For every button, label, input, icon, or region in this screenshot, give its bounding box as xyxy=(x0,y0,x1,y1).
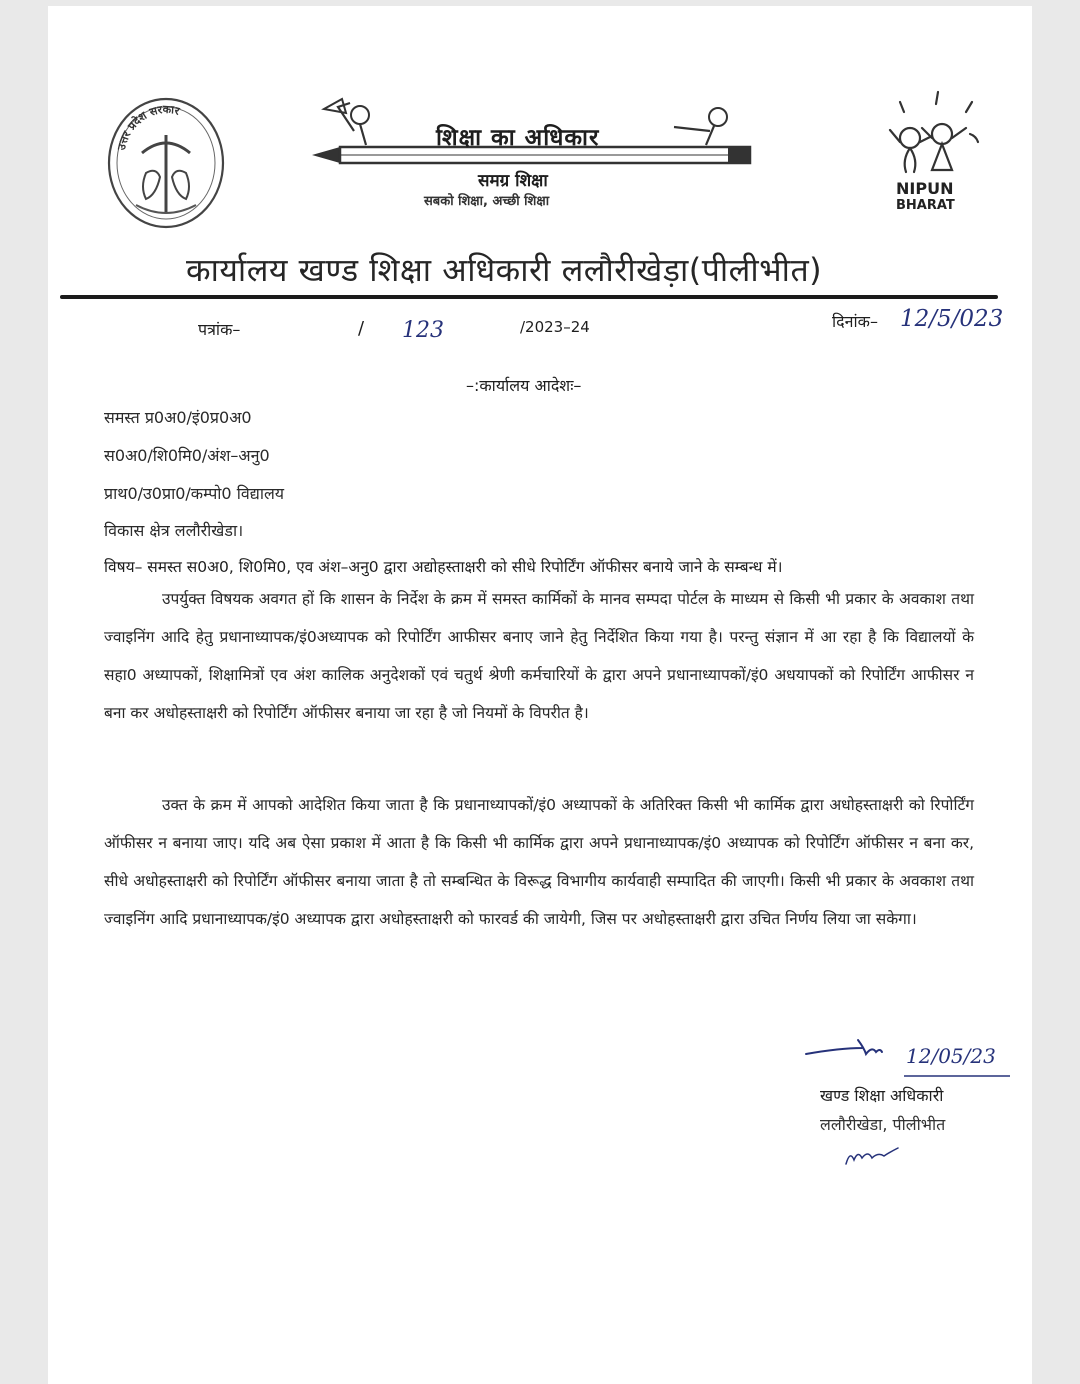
addressee-line: प्राथ0/उ0प्रा0/कम्पो0 विद्यालय xyxy=(104,484,285,503)
header-divider xyxy=(60,295,998,299)
subject-line: विषय– समस्त स0अ0, शि0मि0, एव अंश–अनु0 द्वारा अद्योहस्ताक्षरी को सीधे रिपोर्टिंग ऑफीसर बनाये जाने के सम्बन्ध में। xyxy=(104,558,783,576)
patrank-slash: / xyxy=(358,318,365,339)
order-heading: –:कार्यालय आदेशः– xyxy=(466,376,582,395)
signature-date: 12/05/23 xyxy=(906,1044,996,1068)
patrank-year: /2023–24 xyxy=(520,318,590,336)
patrank-label: पत्रांक– xyxy=(198,320,241,339)
up-government-seal-icon xyxy=(106,95,226,230)
addressee-line: स0अ0/शि0मि0/अंश–अनु0 xyxy=(104,446,270,465)
logo-samagra-text: समग्र शिक्षा xyxy=(478,171,548,191)
signatory-place: ललौरीखेडा, पीलीभीत xyxy=(820,1115,946,1134)
logo-tagline: सबको शिक्षा, अच्छी शिक्षा xyxy=(424,194,550,209)
body-paragraph: उपर्युक्त विषयक अवगत हों कि शासन के निर्देश के क्रम में समस्त कार्मिकों के मानव सम्पदा पोर्टल के माध्यम से किसी भी प्रकार के अवकाश तथा ज्वाइनिंग आदि हेतु प्रधानाध्यापक/इं0अध्यापक को रिपोर्टिंग आफीसर बनाए जाने हेतु निर्देशित किया गया है। परन्तु संज्ञान में आ रहा है कि विद्यालयों के सहा0 अध्यापकों, शिक्षामित्रों एव अंश कालिक अनुदेशकों एवं चतुर्थ श्रेणी कर्मचारियों के द्वारा अपने प्रधानाध्यापकों/इं0 अधयापकों को रिपोर्टिंग आफीसर न बना कर अधोहस्ताक्षरी को रिपोर्टिंग ऑफीसर बनाया जा रहा है जो नियमों के विपरीत है। xyxy=(104,590,974,722)
dinank-value: 12/5/023 xyxy=(900,306,1004,332)
nipun-text: NIPUN xyxy=(896,179,954,198)
bharat-text: BHARAT xyxy=(896,198,955,213)
dinank-label: दिनांक– xyxy=(832,312,878,331)
seal-text: उत्तर प्रदेश सरकार xyxy=(114,102,181,152)
office-title: कार्यालय खण्ड शिक्षा अधिकारी ललौरीखेड़ा(पीलीभीत) xyxy=(186,251,823,289)
initials-scribble-icon xyxy=(842,1138,902,1168)
body-paragraph: उक्त के क्रम में आपको आदेशित किया जाता है कि प्रधानाध्यापकों/इं0 अध्यापकों के अतिरिक्त किसी भी कार्मिक द्वारा अधोहस्ताक्षरी को रिपोर्टिंग ऑफीसर न बनाया जाए। यदि अब ऐसा प्रकाश में आता है कि किसी भी कार्मिक द्वारा अपने प्रधानाध्यापक/इं0 अध्यापक को रिपोर्टिंग ऑफीसर न बना कर, सीधे अधोहस्ताक्षरी को रिपोर्टिंग ऑफीसर बनाया जाता है तो सम्बन्धित के विरूद्ध विभागीय कार्यवाही सम्पादित की जाएगी। किसी भी प्रकार के अवकाश तथा ज्वाइनिंग आदि प्रधानाध्यापक/इं0 अध्यापक द्वारा अधोहस्ताक्षरी को फारवर्ड की जायेगी, जिस पर अधोहस्ताक्षरी द्वारा उचित निर्णय लिया जा सकेगा। xyxy=(104,796,974,928)
addressee-line: समस्त प्र0अ0/इं0प्र0अ0 xyxy=(104,408,252,427)
nipun-bharat-logo-icon xyxy=(880,90,990,215)
logo-title: शिक्षा का अधिकार xyxy=(436,125,600,151)
signatory-title: खण्ड शिक्षा अधिकारी xyxy=(820,1086,944,1105)
patrank-number: 123 xyxy=(402,318,444,343)
addressee-line: विकास क्षेत्र ललौरीखेडा। xyxy=(104,521,244,540)
